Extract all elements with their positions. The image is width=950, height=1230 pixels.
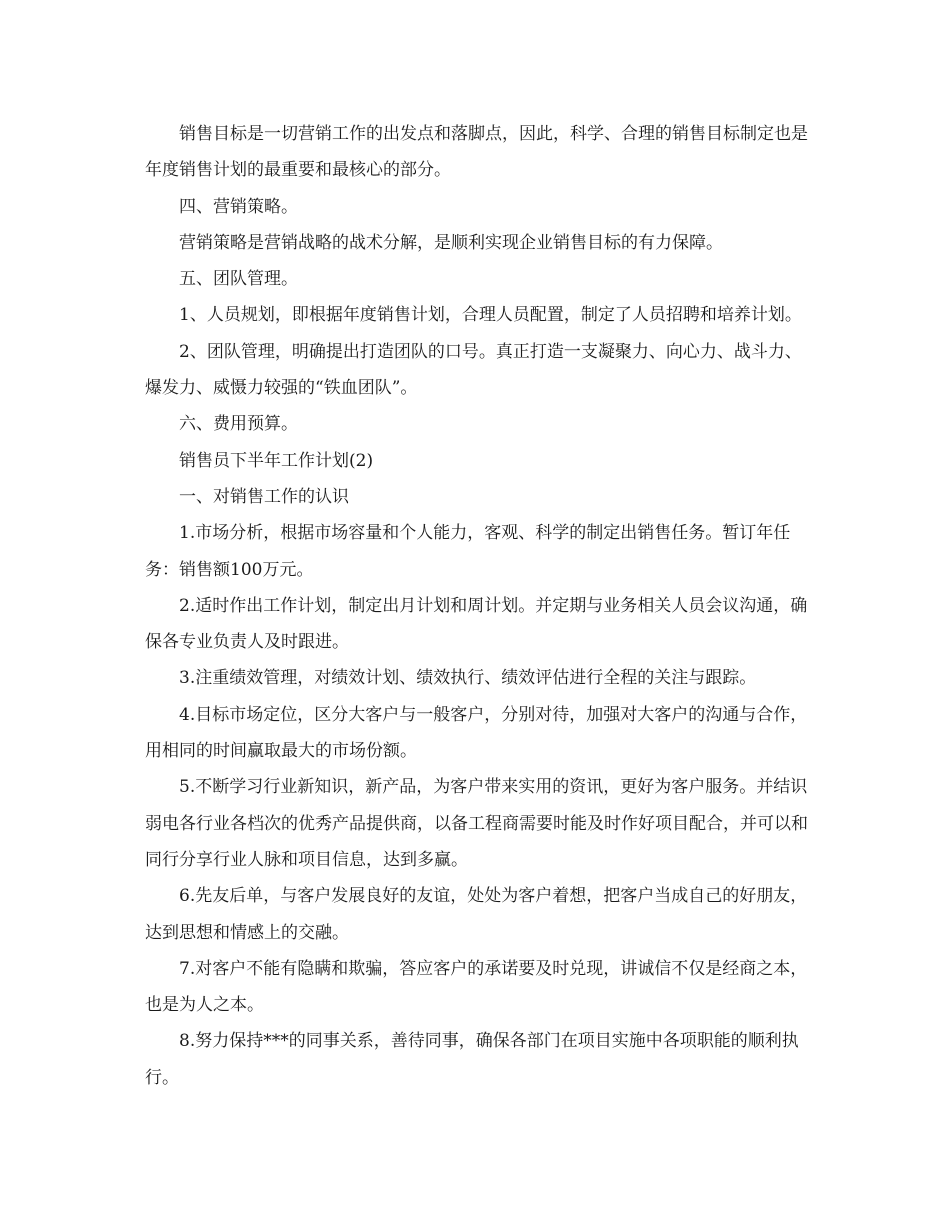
heading-team-management: 五、团队管理。: [179, 269, 298, 290]
heading-sales-understanding: 一、对销售工作的认识: [179, 486, 349, 507]
paragraph-sales-target: 销售目标是一切营销工作的出发点和落脚点，因此，科学、合理的销售目标制定也是年度销售计划的最重要和最核心的部分。: [145, 124, 808, 181]
list-item-3: 3.注重绩效管理，对绩效计划、绩效执行、绩效评估进行全程的关注与跟踪。: [179, 668, 757, 689]
list-item-1: 1.市场分析，根据市场容量和个人能力，客观、科学的制定出销售任务。暂订年任务：销售额100万元。: [145, 523, 791, 580]
paragraph-marketing-strategy: 营销策略是营销战略的战术分解，是顺利实现企业销售目标的有力保障。: [179, 232, 723, 253]
document-body: [145, 116, 815, 1096]
list-item-4: 4.目标市场定位，区分大客户与一般客户，分别对待，加强对大客户的沟通与合作，用相同的时间赢取最大的市场份额。: [145, 704, 808, 762]
paragraph-staff-planning: 1、人员规划，即根据年度销售计划，合理人员配置，制定了人员招聘和培养计划。: [179, 305, 802, 326]
paragraph-team-slogan: 2、团队管理，明确提出打造团队的口号。真正打造一支凝聚力、向心力、战斗力、爆发力、威慑力较强的“铁血团队”。: [145, 341, 802, 399]
heading-marketing-strategy: 四、营销策略。: [179, 196, 298, 217]
heading-budget: 六、费用预算。: [179, 414, 298, 435]
list-item-8: 8.努力保持***的同事关系，善待同事，确保各部门在项目实施中各项职能的顺利执行。: [145, 1031, 799, 1088]
list-item-7: 7.对客户不能有隐瞒和欺骗，答应客户的承诺要及时兑现，讲诚信不仅是经商之本，也是为人之本。: [145, 958, 808, 1016]
list-item-6: 6.先友后单，与客户发展良好的友谊，处处为客户着想，把客户当成自己的好朋友，达到思想和情感上的交融。: [145, 886, 808, 943]
list-item-2: 2.适时作出工作计划，制定出月计划和周计划。并定期与业务相关人员会议沟通，确保各专业负责人及时跟进。: [145, 595, 808, 653]
section-title-plan-2: 销售员下半年工作计划(2): [179, 450, 374, 471]
list-item-5: 5.不断学习行业新知识，新产品，为客户带来实用的资讯，更好为客户服务。并结识弱电各行业各档次的优秀产品提供商，以备工程商需要时能及时作好项目配合，并可以和同行分享行业人脉和项目信息，达到多赢。: [145, 777, 808, 870]
